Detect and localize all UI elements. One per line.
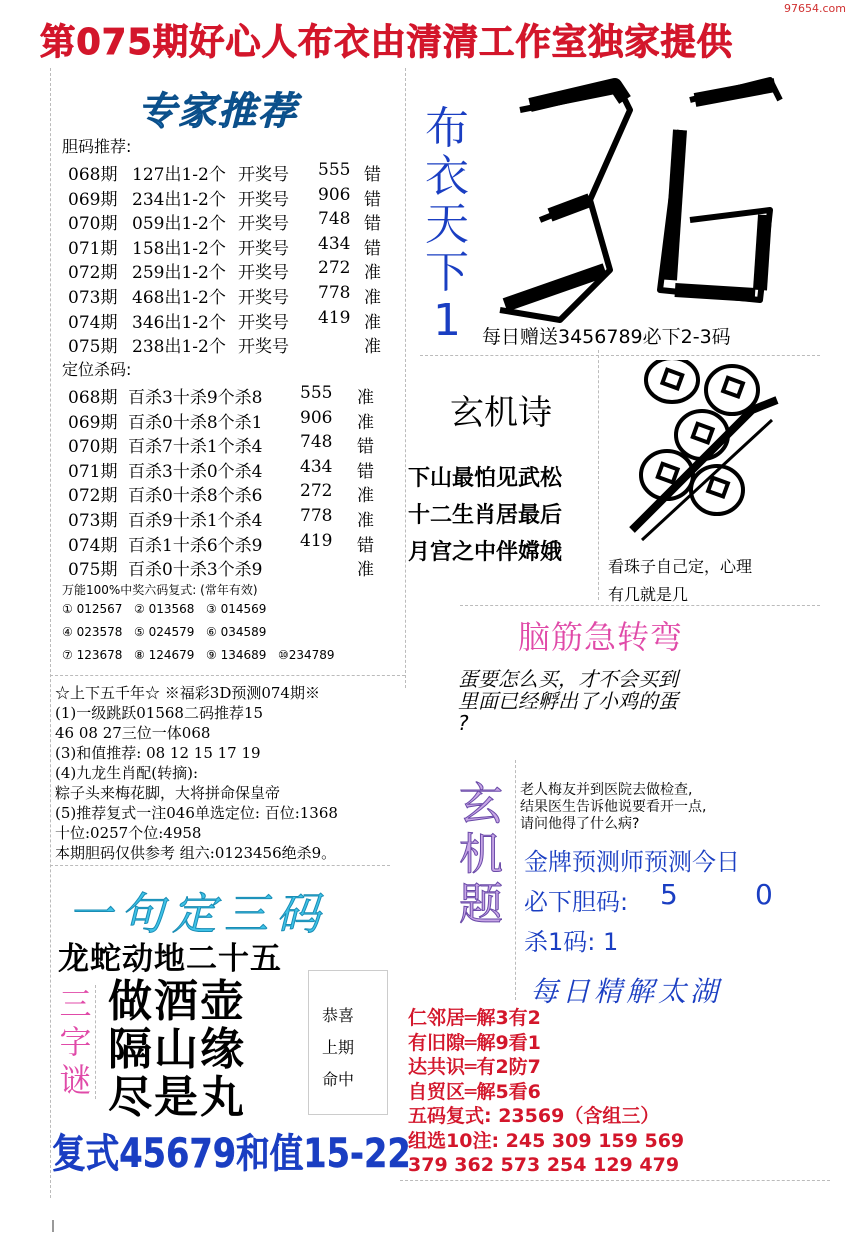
result-cell: 准 xyxy=(357,388,374,408)
pick-cell: 468出1-2个 xyxy=(132,287,226,308)
result-cell: 错 xyxy=(364,238,381,259)
dan-label: 必下胆码: xyxy=(524,888,629,916)
column-divider xyxy=(405,68,406,688)
expert-heading: 专家推荐 xyxy=(138,89,299,133)
taihu-line: 有旧隙═解9看1 xyxy=(408,1031,541,1054)
result-cell: 准 xyxy=(357,486,374,507)
poem-note xyxy=(608,553,752,609)
number-cell: 778 xyxy=(318,282,351,303)
number-cell: 748 xyxy=(300,432,333,453)
forecast-line: 46 08 27三位一体068 xyxy=(55,724,211,742)
combo-list xyxy=(62,602,350,671)
label-cell: 开奖号 xyxy=(238,337,289,358)
period-cell: 070期 xyxy=(68,214,118,235)
kill-code: 杀1码: 1 xyxy=(524,928,619,956)
number-cell xyxy=(318,332,364,357)
number-cell: 434 xyxy=(300,456,333,477)
period-cell: 068期 xyxy=(68,165,118,185)
vertical-char: 衣 xyxy=(425,151,469,202)
table-row xyxy=(68,185,381,210)
list-item xyxy=(62,648,350,671)
combo-cell: ⑤ 024579 xyxy=(134,625,195,639)
pick-cell: 百杀0十杀8个杀1 xyxy=(128,412,263,433)
xuanji-side-label xyxy=(456,780,506,930)
number-cell: 419 xyxy=(300,530,333,551)
period-cell: 069期 xyxy=(68,412,118,433)
big-number-graphic xyxy=(480,70,820,335)
combo-cell: ① 012567 xyxy=(62,602,123,616)
pick-cell: 059出1-2个 xyxy=(132,214,226,235)
result-cell: 准 xyxy=(364,337,381,358)
pick-cell: 百杀3十杀9个杀8 xyxy=(128,388,263,408)
yiju-phrase: 龙蛇动地二十五 xyxy=(58,941,282,977)
forecast-line: (4)九龙生肖配(转摘): xyxy=(55,764,199,782)
combo-cell: ⑩234789 xyxy=(278,648,335,662)
vertical-char: 1 xyxy=(433,295,461,346)
poem-lines xyxy=(408,460,562,571)
table-row xyxy=(68,457,374,482)
taihu-line: 五码复式: 23569（含组三） xyxy=(408,1105,660,1127)
gold-title: 金牌预测师预测今日 xyxy=(524,848,740,876)
riddle-lines xyxy=(108,978,246,1122)
list-item xyxy=(62,625,350,648)
congrats-line: 恭喜 xyxy=(322,1006,355,1025)
period-cell: 069期 xyxy=(68,189,118,210)
story-line: 结果医生告诉他说要看开一点, xyxy=(520,799,707,815)
pos-title: 定位杀码: xyxy=(62,360,132,379)
label-cell: 开奖号 xyxy=(238,238,289,259)
number-cell: 272 xyxy=(300,481,333,502)
coins-graphic xyxy=(602,360,812,550)
xuanji-story xyxy=(520,782,706,833)
period-cell: 074期 xyxy=(68,312,118,333)
number-cell: 906 xyxy=(318,184,351,205)
pick-cell: 238出1-2个 xyxy=(132,337,226,358)
brain-heading: 脑筋急转弯 xyxy=(518,618,684,656)
note-line: 有几就是几 xyxy=(608,585,689,604)
forecast-line: (3)和值推荐: 08 12 15 17 19 xyxy=(55,744,261,762)
pick-cell: 百杀0十杀8个杀6 xyxy=(128,486,263,507)
list-item xyxy=(62,602,350,625)
combo-cell: ⑥ 034589 xyxy=(206,625,267,639)
result-cell: 错 xyxy=(357,437,374,458)
table-row xyxy=(68,234,381,259)
taihu-heading: 每日精解太湖 xyxy=(530,975,723,1008)
number-cell: 555 xyxy=(318,160,351,180)
forecast-line: (5)推荐复式一注046单选定位: 百位:1368 xyxy=(55,804,338,822)
page-mark xyxy=(52,1220,54,1232)
period-cell: 070期 xyxy=(68,437,118,458)
question-line: 蛋要怎么买，才不会买到 xyxy=(458,667,678,691)
pick-cell: 234出1-2个 xyxy=(132,189,226,210)
number-cell: 419 xyxy=(318,307,351,328)
vertical-char: 天 xyxy=(425,199,469,250)
period-cell: 073期 xyxy=(68,510,118,531)
side-char: 题 xyxy=(459,879,503,930)
section-divider xyxy=(50,675,405,676)
congrats-lines xyxy=(322,1000,354,1096)
number-cell: 555 xyxy=(300,383,333,403)
vertical-char: 下 xyxy=(425,247,469,298)
number-cell: 778 xyxy=(300,505,333,526)
side-char: 三 xyxy=(59,985,92,1023)
forecast-line: ☆上下五千年☆ ※福彩3D预测074期※ xyxy=(55,684,320,702)
brain-question xyxy=(458,668,678,734)
result-cell: 准 xyxy=(364,312,381,333)
riddle-line: 尽是丸 xyxy=(108,1072,246,1123)
period-cell: 074期 xyxy=(68,535,118,556)
period-cell: 071期 xyxy=(68,461,118,482)
big-number-text: 36 xyxy=(643,212,657,223)
dan-table xyxy=(68,160,381,357)
combo-title: 万能100%中奖六码复式: (常年有效) xyxy=(62,583,258,597)
table-row xyxy=(68,506,374,531)
taihu-line: 自贸区═解5看6 xyxy=(408,1080,541,1103)
riddle-line: 隔山缘 xyxy=(108,1024,246,1075)
combo-cell: ③ 014569 xyxy=(206,602,267,616)
dan-value-b: 0 xyxy=(755,878,773,911)
table-row xyxy=(68,408,374,433)
vertical-char: 布 xyxy=(425,103,469,154)
number-cell: 434 xyxy=(318,233,351,254)
table-row xyxy=(68,531,374,556)
forecast-line: (1)一级跳跃01568二码推荐15 xyxy=(55,704,264,722)
daily-gift: 每日赠送3456789必下2-3码 xyxy=(482,326,731,348)
table-row xyxy=(68,481,374,506)
side-char: 玄 xyxy=(459,779,503,830)
forecast-line: 本期胆码仅供参考 组六:0123456绝杀9。 xyxy=(55,844,337,862)
table-row xyxy=(68,383,374,408)
poem-heading: 玄机诗 xyxy=(450,393,552,433)
taihu-line: 379 362 573 254 129 479 xyxy=(408,1154,680,1176)
result-cell: 准 xyxy=(357,560,374,581)
taihu-line: 组选10注: 245 309 159 569 xyxy=(408,1129,685,1152)
pos-table xyxy=(68,383,374,580)
taihu-line: 仁邻居═解3有2 xyxy=(408,1007,541,1029)
result-cell: 错 xyxy=(364,214,381,235)
result-cell: 错 xyxy=(364,165,381,185)
period-cell: 075期 xyxy=(68,560,118,581)
combo-cell: ② 013568 xyxy=(134,602,195,616)
period-cell: 075期 xyxy=(68,337,118,358)
dan-value-a: 5 xyxy=(660,878,678,911)
result-cell: 准 xyxy=(364,287,381,308)
section-divider xyxy=(420,355,820,356)
section-divider xyxy=(50,865,390,866)
combo-cell: ⑨ 134689 xyxy=(206,648,267,662)
number-cell: 906 xyxy=(300,407,333,428)
pick-cell: 259出1-2个 xyxy=(132,263,226,284)
pick-cell: 百杀1十杀6个杀9 xyxy=(128,535,263,556)
forecast-line: 粽子头来梅花脚，大将拼命保皇帝 xyxy=(55,784,281,802)
period-cell: 071期 xyxy=(68,238,118,259)
table-row xyxy=(68,258,381,283)
note-line: 看珠子自己定，心理 xyxy=(608,557,753,576)
combo-cell: ⑦ 123678 xyxy=(62,648,123,662)
poem-divider xyxy=(598,350,599,600)
table-row xyxy=(68,283,381,308)
taihu-line: 达共识═有2防7 xyxy=(408,1056,541,1078)
riddle-side-label xyxy=(56,985,96,1099)
pick-cell: 127出1-2个 xyxy=(132,165,226,185)
forecast-line: 十位:0257个位:4958 xyxy=(55,824,202,842)
label-cell: 开奖号 xyxy=(238,189,289,210)
pick-cell: 158出1-2个 xyxy=(132,238,226,259)
number-cell: 272 xyxy=(318,258,351,279)
table-row xyxy=(68,308,381,333)
dan-title: 胆码推荐: xyxy=(62,137,132,156)
table-row xyxy=(68,209,381,234)
pick-cell: 百杀7十杀1个杀4 xyxy=(128,437,263,458)
story-line: 请问他得了什么病? xyxy=(520,816,640,832)
pick-cell: 百杀9十杀1个杀4 xyxy=(128,510,263,531)
page-title: 第075期好心人布衣由清清工作室独家提供 xyxy=(40,22,734,63)
side-char: 字 xyxy=(59,1023,92,1061)
poem-line: 月宫之中伴嫦娥 xyxy=(408,540,563,565)
period-cell: 072期 xyxy=(68,263,118,284)
period-cell: 072期 xyxy=(68,486,118,507)
poem-line: 下山最怕见武松 xyxy=(408,466,563,491)
buyi-vertical-title xyxy=(422,105,472,345)
congrats-line: 命中 xyxy=(322,1070,355,1089)
number-cell: 748 xyxy=(318,209,351,230)
combo-cell: ④ 023578 xyxy=(62,625,123,639)
congrats-line: 上期 xyxy=(322,1038,355,1057)
table-row xyxy=(68,160,381,185)
xuanji-divider xyxy=(515,760,516,1000)
question-line: ? xyxy=(458,711,469,735)
label-cell: 开奖号 xyxy=(238,214,289,235)
period-cell: 068期 xyxy=(68,388,118,408)
table-row xyxy=(68,432,374,457)
yiju-heading: 一句定三码 xyxy=(68,889,328,940)
poem-line: 十二生肖居最后 xyxy=(408,503,563,528)
question-line: 里面已经孵出了小鸡的蛋 xyxy=(458,689,678,713)
pick-cell: 百杀0十杀3个杀9 xyxy=(128,560,263,581)
bottom-divider xyxy=(400,1180,830,1181)
side-char: 谜 xyxy=(59,1061,92,1099)
table-row xyxy=(68,332,381,357)
result-cell: 准 xyxy=(364,263,381,284)
left-border xyxy=(50,68,51,1198)
number-cell xyxy=(300,555,357,580)
result-cell: 错 xyxy=(357,461,374,482)
watermark: 97654.com xyxy=(784,2,846,15)
combo-cell: ⑧ 124679 xyxy=(134,648,195,662)
label-cell: 开奖号 xyxy=(238,263,289,284)
story-line: 老人梅友并到医院去做检查, xyxy=(520,782,693,798)
riddle-line: 做酒壶 xyxy=(108,976,246,1027)
pick-cell: 346出1-2个 xyxy=(132,312,226,333)
bottom-summary: 复式45679和值15-22 xyxy=(52,1131,411,1177)
result-cell: 准 xyxy=(357,412,374,433)
forecast-block xyxy=(55,683,338,863)
result-cell: 错 xyxy=(357,535,374,556)
label-cell: 开奖号 xyxy=(238,287,289,308)
period-cell: 073期 xyxy=(68,287,118,308)
pick-cell: 百杀3十杀0个杀4 xyxy=(128,461,263,482)
result-cell: 错 xyxy=(364,189,381,210)
taihu-lines xyxy=(408,1006,684,1178)
side-char: 机 xyxy=(459,829,503,880)
label-cell: 开奖号 xyxy=(238,312,289,333)
table-row xyxy=(68,555,374,580)
result-cell: 准 xyxy=(357,510,374,531)
label-cell: 开奖号 xyxy=(238,165,289,185)
